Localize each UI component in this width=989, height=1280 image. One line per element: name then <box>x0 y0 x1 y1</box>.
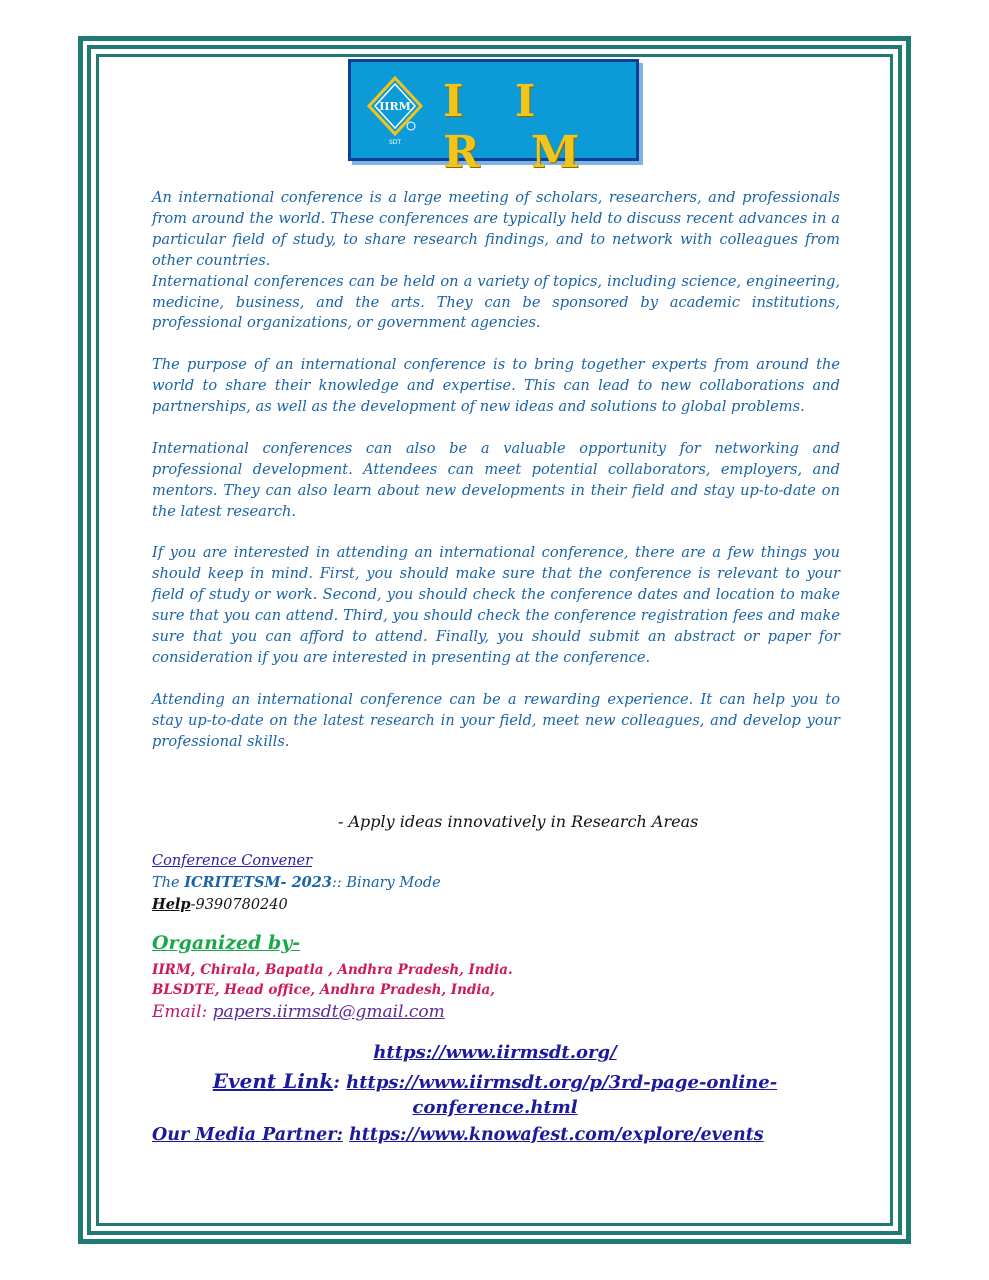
convener-event <box>152 872 441 894</box>
organizer-line-1: IIRM, Chirala, Bapatla , Andhra Pradesh, India. <box>152 962 513 978</box>
media-partner-line <box>152 1125 764 1145</box>
iirm-logo <box>348 59 639 178</box>
body-text <box>152 188 840 773</box>
links-block <box>140 1042 850 1120</box>
help-label: Help <box>152 896 191 913</box>
convener-event-code: ICRITETSM- 2023 <box>184 874 332 891</box>
convener-the: The <box>152 875 180 891</box>
emblem-subtext: SDT <box>388 139 402 146</box>
help-number: -9390780240 <box>190 897 288 913</box>
iirm-emblem-icon <box>365 74 425 146</box>
event-link-label: Event Link <box>212 1069 334 1093</box>
convener-block <box>152 851 441 916</box>
email-link[interactable]: papers.iirmsdt@gmail.com <box>212 1002 445 1022</box>
paragraph-3: The purpose of an international conference is to bring together experts from around the world to share their knowledge and expertise. This can lead to new collaborations and partnerships, as well as the development of new ideas and solutions to global problems. <box>152 356 840 416</box>
help-line <box>152 894 441 916</box>
tagline: - Apply ideas innovatively in Research Areas <box>338 812 699 831</box>
organized-heading: Organized by- <box>152 932 301 954</box>
event-link-line <box>140 1069 850 1120</box>
email-label: Email: <box>152 1002 213 1022</box>
paragraph-6: Attending an international conference can be a rewarding experience. It can help you to stay up-to-date on the latest research in your field, meet new colleagues, and develop your professional skills. <box>152 690 840 750</box>
paragraph-1: An international conference is a large meeting of scholars, researchers, and professionals from around the world. These conferences are typically held to discuss recent advances in a particular field of study, to share research findings, and to network with colleagues from other countries. <box>152 189 840 269</box>
convener-mode: :: Binary Mode <box>331 875 441 891</box>
event-link-sep: : <box>333 1072 347 1093</box>
convener-title: Conference Convener <box>152 853 313 869</box>
paragraph-5: If you are interested in attending an international conference, there are a few things you should keep in mind. First, you should make sure that the conference is relevant to your field of study or work. Second, you should check the conference dates and location to make sure that you can attend. Third, you should check the conference registration fees and make sure that you can afford to attend. Finally, you should submit an abstract or paper for consideration if you are interested in presenting at the conference. <box>152 544 840 666</box>
organizer-line-2: BLSDTE, Head office, Andhra Pradesh, India, <box>152 982 495 998</box>
event-link[interactable]: https://www.iirmsdt.org/p/3rd-page-online-conference.html <box>346 1072 778 1118</box>
paragraph-2: International conferences can be held on a variety of topics, including science, engineering, medicine, business, and the arts. They can be sponsored by academic institutions, professional organizations, or government agencies. <box>152 272 840 332</box>
media-partner-link[interactable]: https://www.knowafest.com/explore/events <box>349 1125 764 1145</box>
email-line <box>152 1002 445 1022</box>
paragraph-4: International conferences can also be a valuable opportunity for networking and professional development. Attendees can meet potential collaborators, employers, and mentors. They can also learn about new developments in their field and stay up-to-date on the latest research. <box>152 439 840 520</box>
website-link[interactable]: https://www.iirmsdt.org/ <box>373 1042 617 1063</box>
media-partner-label: Our Media Partner: <box>152 1125 343 1145</box>
emblem-text: IIRM <box>379 100 411 113</box>
organizers <box>152 960 513 1000</box>
logo-title: I I R M <box>443 76 598 178</box>
